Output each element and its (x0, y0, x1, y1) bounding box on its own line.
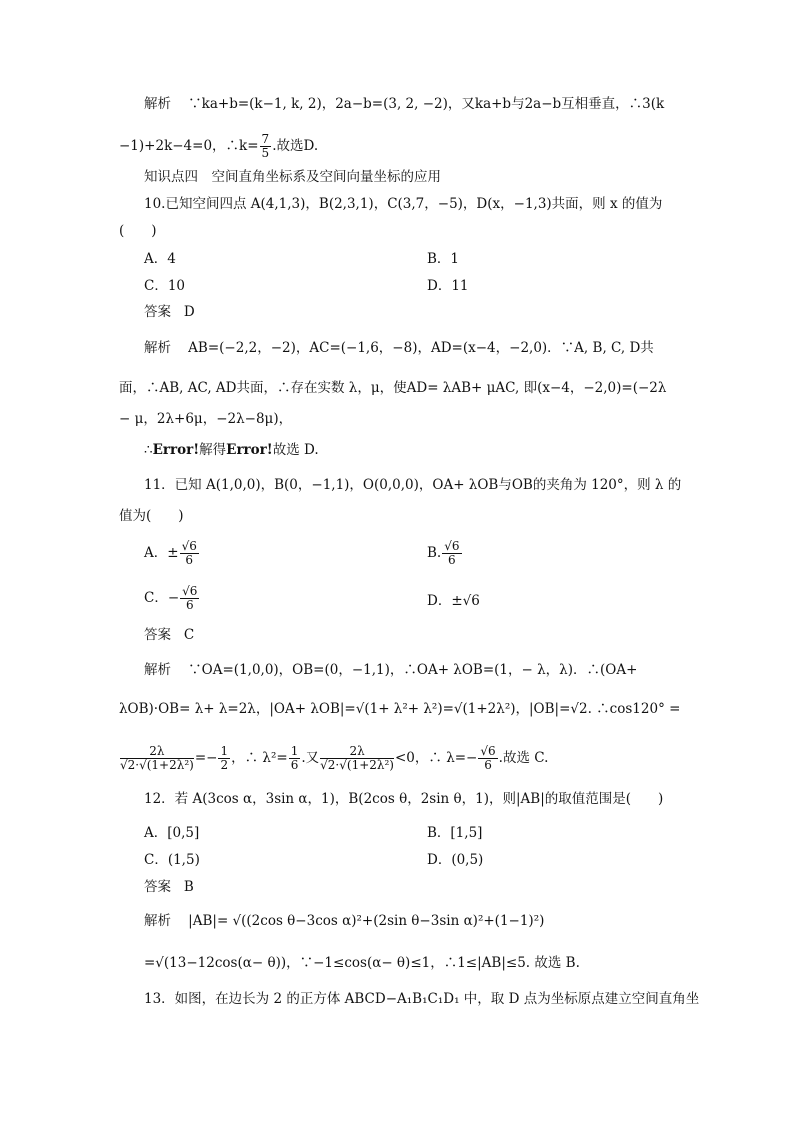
q10-answer (144, 303, 195, 321)
q9-analysis-line-1 (144, 95, 664, 113)
q10-analysis-text-1: AB=(−2,2，−2)，AC=(−1,6，−8)，AD=(x−4，−2,0)．∵A, B, C, D共 (188, 340, 654, 356)
q11-a-den: 6 (185, 553, 194, 567)
q11-answer-label: 答案 (144, 627, 171, 643)
q11-cos-num-2: 2λ (320, 745, 394, 759)
q10-analysis-line-4 (144, 441, 319, 459)
q12-stem: 12．若 A(3cos α，3sin α，1)，B(2cos θ，2sin θ，1)，则|AB|的取值范围是( ) (144, 791, 664, 807)
q10-analysis-label: 解析 (144, 340, 171, 356)
q11-cos-num: 2λ (120, 745, 194, 759)
section-title: 知识点四 空间直角坐标系及空间向量坐标的应用 (144, 169, 441, 185)
q11-cos-fraction-2 (320, 745, 394, 772)
q9-analysis-line-2 (119, 133, 318, 160)
q11-option-b-fraction (442, 540, 461, 567)
q11-stem-line-1: 11．已知 A(1,0,0)，B(0，−1,1)，O(0,0,0)，OA+ λOB与OB的夹角为 120°，则 λ 的 (144, 477, 682, 493)
q10-option-c: C．10 (144, 278, 186, 294)
q11-cos-den-2: √2·√(1+2λ²) (320, 758, 394, 772)
q10-stem-line-1: 10.已知空间四点 A(4,1,3)，B(2,3,1)，C(3,7，−5)，D(x，−1,3)共面，则 x 的值为 (144, 196, 663, 212)
q11-a-num: √6 (181, 539, 197, 553)
q11-result-fraction (478, 745, 497, 772)
q10-answer-label: 答案 (144, 304, 171, 320)
q11-answer (144, 626, 194, 644)
q10-error-2: Error! (226, 442, 273, 458)
q11-lambda-sq: ，∴ λ²= (231, 750, 288, 766)
q11-analysis-label: 解析 (144, 662, 171, 678)
q10-option-d: D．11 (427, 278, 469, 294)
q12-analysis-line-2: =√(13−12cos(α− θ))，∵−1≤cos(α− θ)≤1，∴1≤|AB|≤5. 故选 B. (144, 955, 580, 971)
q11-option-a-fraction (180, 540, 199, 567)
q11-answer-value: C (183, 627, 195, 643)
q11-half-fraction (218, 745, 230, 772)
q10-therefore: ∴ (144, 442, 153, 458)
q11-c-num: √6 (182, 584, 198, 598)
q11-analysis-line-3 (119, 745, 548, 772)
q11-half-den: 2 (220, 758, 229, 772)
q11-eq-minus: =− (194, 750, 218, 766)
q11-result-den: 6 (484, 758, 492, 772)
q11-b-den: 6 (448, 553, 456, 567)
q12-option-a: A．[0,5] (144, 825, 200, 841)
q11-half-num: 1 (220, 744, 229, 758)
q9-analysis-label: 解析 (144, 96, 171, 112)
q10-stem-line-2: ( ) (119, 223, 157, 239)
q11-option-c-prefix: C．− (144, 590, 180, 606)
q12-option-c: C．(1,5) (144, 852, 200, 868)
q10-analysis-line-3: − μ，2λ+6μ，−2λ−8μ)， (119, 411, 293, 427)
q12-analysis-line-1 (144, 912, 544, 930)
q10-analysis-line-1 (144, 339, 654, 357)
q11-cos-fraction (120, 745, 194, 772)
q10-solve-text: 解得 (199, 442, 227, 458)
q10-option-a: A．4 (144, 251, 176, 267)
q12-answer-value: B (183, 879, 194, 895)
q11-option-b-prefix: B. (427, 545, 442, 561)
q11-c-den: 6 (185, 598, 194, 612)
q10-conclusion: 故选 D. (272, 442, 319, 458)
q11-result-num: √6 (480, 744, 496, 758)
q9-frac-num: 7 (261, 132, 270, 146)
q11-conclusion: .故选 C. (498, 750, 549, 766)
q13-stem: 13．如图，在边长为 2 的正方体 ABCD−A₁B₁C₁D₁ 中，取 D 点为坐标原点建立空间直角坐 (144, 991, 700, 1007)
q11-option-b (427, 540, 463, 567)
q11-analysis-line-1 (144, 661, 637, 679)
q12-option-d: D．(0,5) (427, 852, 484, 868)
q9-analysis-text-2a: −1)+2k−4=0，∴k= (119, 138, 259, 154)
q12-answer-label: 答案 (144, 879, 171, 895)
q11-b-num: √6 (444, 539, 460, 553)
q11-sixth-den: 6 (290, 758, 299, 772)
q11-option-a-prefix: A．± (144, 545, 179, 561)
q11-option-c-fraction (180, 585, 199, 612)
q12-answer (144, 878, 194, 896)
q11-analysis-text-1: ∵OA=(1,0,0)，OB=(0，−1,1)，∴OA+ λOB=(1，− λ，λ)．∴(OA+ (188, 662, 638, 678)
q11-sixth-fraction (289, 745, 301, 772)
q10-analysis-line-2: 面，∴AB, AC, AD共面，∴存在实数 λ，μ，使AD= λAB+ μAC, 即(x−4，−2,0)=(−2λ (119, 380, 667, 396)
q11-stem-line-2: 值为( ) (119, 508, 184, 524)
q12-analysis-text-1: |AB|= √((2cos θ−3cos α)²+(2sin θ−3sin α)²+(1−1)²) (188, 913, 545, 929)
q11-option-c (144, 585, 200, 612)
q12-analysis-label: 解析 (144, 913, 171, 929)
q10-error-1: Error! (152, 442, 200, 458)
q11-option-d: D．±√6 (427, 593, 480, 609)
q11-option-a (144, 540, 200, 567)
q11-analysis-line-2: λOB)·OB= λ+ λ=2λ，|OA+ λOB|=√(1+ λ²+ λ²)=√(1+2λ²)，|OB|=√2. ∴cos120° = (119, 701, 681, 717)
q11-lambda-result: <0，∴ λ=− (395, 750, 478, 766)
q12-option-b: B．[1,5] (427, 825, 483, 841)
q9-fraction (260, 133, 272, 160)
q10-option-b: B．1 (427, 251, 460, 267)
q11-also: .又 (301, 750, 320, 766)
q11-sixth-num: 1 (290, 744, 299, 758)
q11-cos-den: √2·√(1+2λ²) (120, 758, 194, 772)
q10-answer-value: D (183, 304, 195, 320)
q9-analysis-text-2b: .故选D. (272, 138, 319, 154)
q9-frac-den: 5 (261, 146, 270, 160)
q9-analysis-text-1: ∵ka+b=(k−1, k, 2)，2a−b=(3, 2, −2)，又ka+b与2a−b互相垂直，∴3(k (188, 96, 665, 112)
